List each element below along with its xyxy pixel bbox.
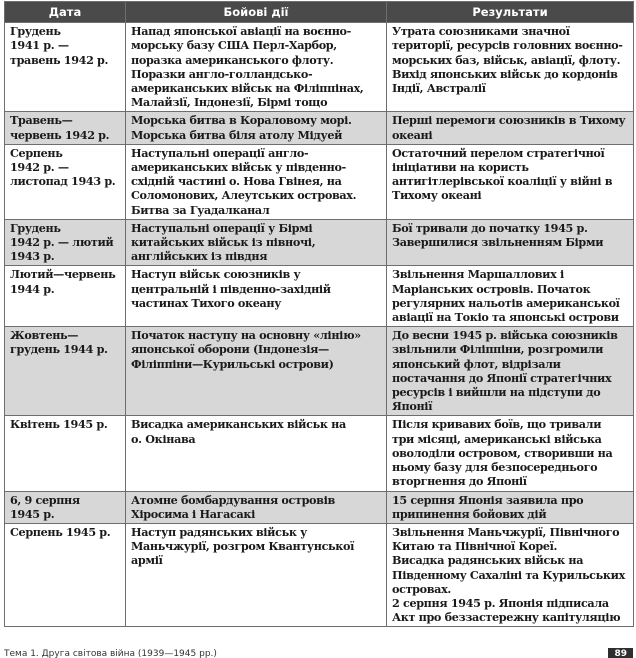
text-line: Грудень: [10, 24, 61, 39]
text-line: Звільнення Маньчжурії, Північного: [392, 524, 620, 539]
header-results: Результати: [387, 2, 634, 23]
results-cell: [387, 327, 634, 416]
text-line: вторгнення до Японії: [392, 474, 527, 489]
results-cell: [387, 144, 634, 219]
text-line: англійських із півдня: [131, 249, 268, 264]
results-cell: [387, 491, 634, 523]
text-line: три місяці, американські війська: [392, 431, 602, 446]
text-line: о. Окінава: [131, 431, 196, 446]
text-line: Соломонових, Алеутських островах.: [131, 188, 357, 203]
text-line: Морська битва в Кораловому морі.: [131, 113, 352, 128]
text-line: Лютий—червень: [10, 267, 116, 282]
table-row: [5, 416, 634, 491]
text-line: Південному Сахаліні та Курильських: [392, 567, 625, 582]
page-number: 89: [608, 648, 633, 658]
text-line: Хіросима і Нагасакі: [131, 506, 255, 521]
text-line: листопад 1943 р.: [10, 174, 116, 189]
text-line: Наступ радянських військ у: [131, 524, 307, 539]
text-line: ньому базу для безпосереднього: [392, 460, 598, 475]
text-line: Серпень: [10, 145, 63, 160]
text-line: поразка американського флоту.: [131, 52, 334, 67]
text-line: припинення бойових дій: [392, 506, 547, 521]
table-header-row: [5, 2, 634, 23]
text-line: Утрата союзниками значної: [392, 24, 570, 39]
table-row: [5, 523, 634, 626]
text-line: 2 серпня 1945 р. Японія підписала: [392, 595, 609, 610]
table-row: [5, 219, 634, 266]
text-line: Квітень 1945 р.: [10, 417, 108, 432]
text-line: Битва за Гуадалканал: [131, 202, 270, 217]
table-row: [5, 491, 634, 523]
text-line: Висадка радянських військ на: [392, 553, 584, 568]
text-line: Наступальні операції у Бірмі: [131, 220, 313, 235]
text-line: Травень—: [10, 113, 73, 128]
text-line: території, ресурсів головних воєнно-: [392, 38, 623, 53]
text-line: 6, 9 серпня: [10, 492, 80, 507]
text-line: ініціативи на користь: [392, 160, 529, 175]
text-line: американських військ на Філіппінах,: [131, 81, 364, 96]
text-line: морську базу США Перл-Харбор,: [131, 38, 337, 53]
text-line: Звільнення Маршаллових і: [392, 267, 564, 282]
text-line: Тихому океані: [392, 188, 482, 203]
text-line: Наступ військ союзників у: [131, 267, 301, 282]
date-cell: [5, 144, 126, 219]
results-cell: [387, 416, 634, 491]
date-cell: [5, 219, 126, 266]
events-table: [4, 1, 634, 627]
text-line: 1941 р. —: [10, 38, 69, 53]
header-actions: Бойові дії: [126, 2, 387, 23]
text-line: 1942 р. — лютий: [10, 235, 114, 250]
text-line: 1945 р.: [10, 506, 55, 521]
results-cell: [387, 523, 634, 626]
text-line: Бої тривали до початку 1945 р.: [392, 220, 588, 235]
text-line: Висадка американських військ на: [131, 417, 346, 432]
text-line: Наступальні операції англо-: [131, 145, 309, 160]
text-line: Акт про беззастережну капітуляцію: [392, 610, 621, 625]
text-line: Малайзії, Індонезії, Бірмі тощо: [131, 95, 328, 110]
date-cell: [5, 327, 126, 416]
text-line: Атомне бомбардування островів: [131, 492, 335, 507]
text-line: Серпень 1945 р.: [10, 524, 111, 539]
text-line: морських баз, військ, авіації, флоту.: [392, 52, 621, 67]
results-cell: [387, 23, 634, 112]
text-line: оволоділи островом, створивши на: [392, 445, 613, 460]
text-line: островах.: [392, 581, 451, 596]
text-line: Філіппіни—Курильські острови): [131, 356, 334, 371]
text-line: японський флот, відрізали: [392, 356, 561, 371]
text-line: Остаточний перелом стратегічної: [392, 145, 605, 160]
text-line: Початок наступу на основну «лінію»: [131, 328, 361, 343]
table-row: [5, 144, 634, 219]
date-cell: [5, 112, 126, 144]
actions-cell: [126, 266, 387, 327]
text-line: Маньчжурії, розгром Квантунської: [131, 539, 355, 554]
date-cell: [5, 23, 126, 112]
text-line: червень 1942 р.: [10, 127, 110, 142]
text-line: ресурсів і вийшли на підступи до: [392, 385, 601, 400]
text-line: травень 1942 р.: [10, 52, 109, 67]
text-line: Після кривавих боїв, що тривали: [392, 417, 602, 432]
actions-cell: [126, 23, 387, 112]
date-cell: [5, 491, 126, 523]
text-line: китайських військ із півночі,: [131, 235, 316, 250]
date-cell: [5, 416, 126, 491]
text-line: океані: [392, 127, 433, 142]
text-line: Грудень: [10, 220, 61, 235]
text-line: 1944 р.: [10, 281, 55, 296]
actions-cell: [126, 416, 387, 491]
text-line: антигітлерівської коаліції у війні в: [392, 174, 613, 189]
text-line: 1943 р.: [10, 249, 55, 264]
text-line: Напад японської авіації на воєнно-: [131, 24, 351, 39]
text-line: Індії, Австралії: [392, 81, 486, 96]
actions-cell: [126, 523, 387, 626]
header-date: Дата: [5, 2, 126, 23]
text-line: Вихід японських військ до кордонів: [392, 66, 618, 81]
text-line: 15 серпня Японія заявила про: [392, 492, 584, 507]
text-line: Японії: [392, 399, 433, 414]
text-line: Морська битва біля атолу Мідуей: [131, 127, 343, 142]
text-line: Маріанських островів. Початок: [392, 281, 591, 296]
actions-cell: [126, 219, 387, 266]
results-cell: [387, 219, 634, 266]
actions-cell: [126, 112, 387, 144]
date-cell: [5, 266, 126, 327]
actions-cell: [126, 491, 387, 523]
text-line: Завершилися звільненням Бірми: [392, 235, 604, 250]
text-line: регулярних нальотів американської: [392, 295, 620, 310]
page-footer: [4, 648, 633, 658]
text-line: постачання до Японії стратегічних: [392, 370, 612, 385]
text-line: армії: [131, 553, 163, 568]
text-line: авіації на Токіо та японські острови: [392, 310, 619, 325]
table-row: [5, 266, 634, 327]
actions-cell: [126, 327, 387, 416]
table-row: [5, 23, 634, 112]
table-row: [5, 327, 634, 416]
text-line: американських військ у південно-: [131, 160, 346, 175]
text-line: японської оборони (Індонезія—: [131, 342, 329, 357]
text-line: звільнили Філіппіни, розгромили: [392, 342, 604, 357]
text-line: Перші перемоги союзників в Тихому: [392, 113, 626, 128]
results-cell: [387, 266, 634, 327]
actions-cell: [126, 144, 387, 219]
text-line: До весни 1945 р. війська союзників: [392, 328, 618, 343]
text-line: центральній і південно-західній: [131, 281, 331, 296]
text-line: Китаю та Північної Кореї.: [392, 539, 558, 554]
text-line: грудень 1944 р.: [10, 342, 108, 357]
table-row: [5, 112, 634, 144]
text-line: Поразки англо-голландсько-: [131, 66, 313, 81]
text-line: частинах Тихого океану: [131, 295, 282, 310]
text-line: східній частині о. Нова Гвінея, на: [131, 174, 342, 189]
text-line: 1942 р. —: [10, 160, 69, 175]
text-line: Жовтень—: [10, 328, 79, 343]
footer-title: Тема 1. Друга світова війна (1939—1945 рр.): [4, 649, 217, 658]
date-cell: [5, 523, 126, 626]
results-cell: [387, 112, 634, 144]
